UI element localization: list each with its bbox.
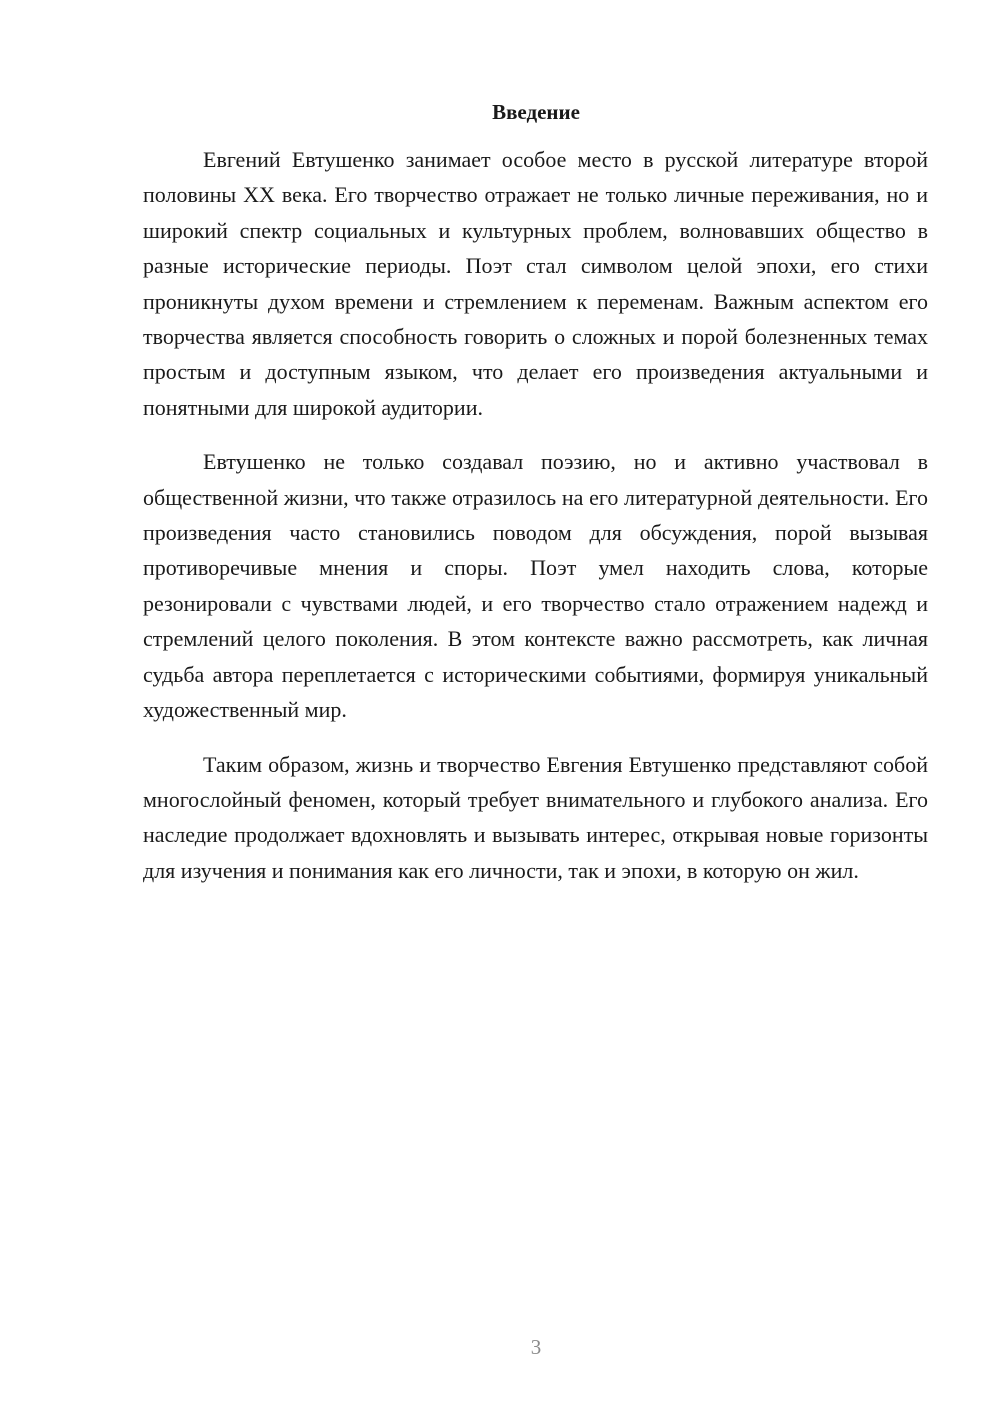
paragraph-3: Таким образом, жизнь и творчество Евгения Евтушенко представляют собой многослойный феномен, который требует внимательного и глубокого анализа. Его наследие продолжает вдохновлять и вызывать интерес, открывая новые горизонты для изучения и понимания как его личности, так и эпохи, в которую он жил. (143, 751, 928, 883)
paragraph-1: Евгений Евтушенко занимает особое место в русской литературе второй половины XX века. Его творчество отражает не только личные переживания, но и широкий спектр социальных и культурных проблем, волновавших общество в разные исторические периоды. Поэт стал символом целой эпохи, его стихи проникнуты духом времени и стремлением к переменам. Важным аспектом его творчества является способность говорить о сложных и порой болезненных темах простым и доступным языком, что делает его произведения актуальными и понятными для широкой аудитории. (143, 147, 928, 420)
page-number: 3 (530, 1335, 542, 1359)
body-text (143, 142, 928, 907)
paragraph-2: Евтушенко не только создавал поэзию, но и активно участвовал в общественной жизни, что также отразилось на его литературной деятельности. Его произведения часто становились поводом для обсуждения, порой вызывая противоречивые мнения и споры. Поэт умел находить слова, которые резонировали с чувствами людей, и его творчество стало отражением надежд и стремлений целого поколения. В этом контексте важно рассмотреть, как личная судьба автора переплетается с историческими событиями, формируя уникальный художественный мир. (143, 449, 928, 723)
section-heading: Введение (492, 100, 580, 124)
